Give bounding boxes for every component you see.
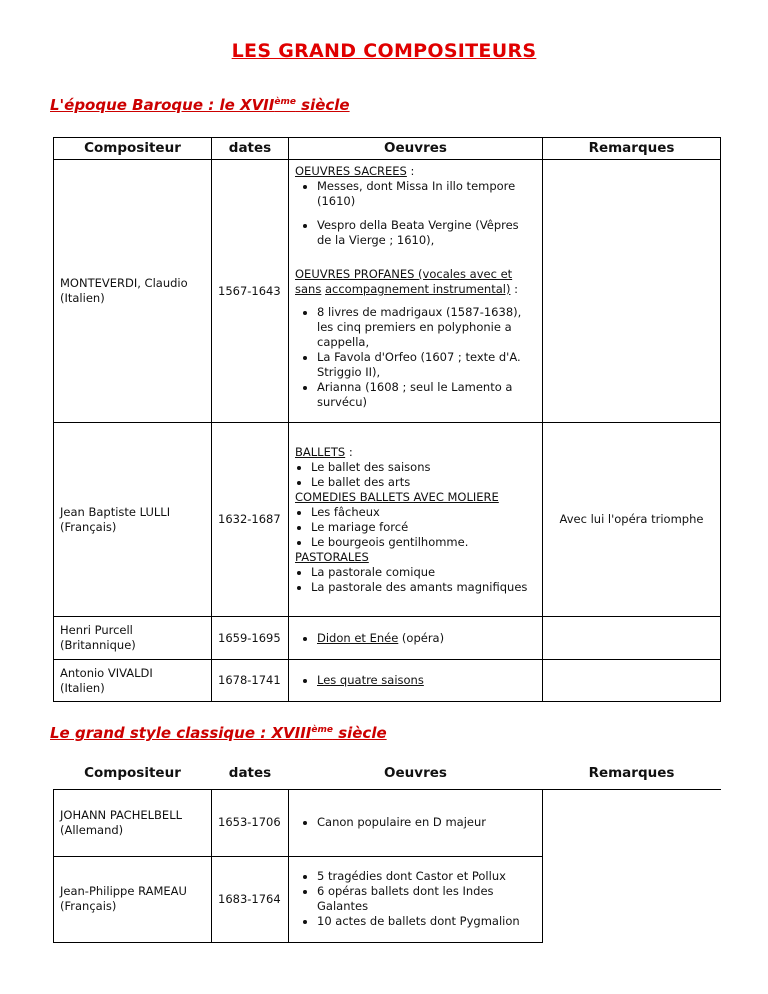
works-list <box>295 869 536 929</box>
works-cell <box>289 856 543 942</box>
classical-table <box>53 759 721 943</box>
composer-name: MONTEVERDI, Claudio <box>60 276 188 290</box>
list-item: • 6 opéras ballets dont les Indes Galantes <box>317 884 536 914</box>
composer-nationality: (Italien) <box>60 680 105 695</box>
composer-name: Jean Baptiste LULLI <box>60 504 171 519</box>
ballets-list <box>295 460 536 490</box>
list-item: • 10 actes de ballets dont Pygmalion <box>317 914 536 929</box>
composer-nationality: (Britannique) <box>60 638 136 652</box>
list-item: • Arianna (1608 ; seul le Lamento a survécu) <box>317 380 536 410</box>
dates-cell: 1632-1687 <box>212 423 289 617</box>
works-list <box>295 673 536 688</box>
works-list <box>295 631 536 646</box>
dates-cell: 1659-1695 <box>212 617 289 660</box>
list-item: • Le ballet des arts <box>311 475 536 490</box>
header-composer: Compositeur <box>54 138 212 160</box>
works-cell <box>289 789 543 856</box>
header-dates: dates <box>212 759 289 789</box>
ballets-heading: BALLETS : <box>295 444 353 459</box>
pastorales-list <box>295 565 536 595</box>
list-item: • Messes, dont Missa In illo tempore (1610) <box>317 179 536 209</box>
remarks-cell: Avec lui l'opéra triomphe <box>543 423 721 617</box>
list-item: • La Favola d'Orfeo (1607 ; texte d'A. Striggio II), <box>317 350 536 380</box>
remarks-cell <box>543 789 721 856</box>
list-item: • Le ballet des saisons <box>311 460 536 475</box>
section-title-baroque: L'époque Baroque : le XVIIème siècle <box>50 96 350 114</box>
pastorales-heading: PASTORALES <box>295 549 369 564</box>
header-works: Oeuvres <box>289 759 543 789</box>
header-composer: Compositeur <box>54 759 212 789</box>
list-item: • Canon populaire en D majeur <box>317 815 536 830</box>
profane-list <box>295 305 536 410</box>
list-item: • Le mariage forcé <box>311 520 536 535</box>
composer-name: Antonio VIVALDI <box>60 665 153 680</box>
list-item: • La pastorale des amants magnifiques <box>311 580 536 595</box>
page-title: LES GRAND COMPOSITEURS <box>231 40 537 62</box>
section-title-classical: Le grand style classique : XVIIIème siècle <box>50 724 387 742</box>
list-item: • Didon et Enée (opéra) <box>317 631 536 646</box>
list-item: • Vespro della Beata Vergine (Vêpres de la Vierge ; 1610), <box>317 218 536 248</box>
composer-name: Henri Purcell <box>60 623 133 637</box>
remarks-cell <box>543 617 721 660</box>
comedies-list <box>295 505 536 550</box>
comedies-heading: COMEDIES BALLETS AVEC MOLIERE <box>295 489 499 504</box>
composer-nationality: (Italien) <box>60 291 105 305</box>
dates-cell: 1683-1764 <box>212 856 289 942</box>
composer-name: JOHANN PACHELBELL <box>60 807 183 822</box>
profane-heading: OEUVRES PROFANES (vocales avec et sans accompagnement instrumental) : <box>295 267 518 296</box>
remarks-cell <box>543 856 721 942</box>
list-item: • Les fâcheux <box>311 505 536 520</box>
composer-nationality: (Français) <box>60 519 117 534</box>
table-header-row <box>54 138 721 160</box>
header-dates: dates <box>212 138 289 160</box>
table-row-pachelbell <box>54 789 721 856</box>
dates-cell: 1678-1741 <box>212 660 289 702</box>
composer-cell <box>54 423 212 617</box>
works-cell <box>289 423 543 617</box>
header-remarks: Remarques <box>543 759 721 789</box>
table-row-purcell <box>54 617 721 660</box>
list-item: • Le bourgeois gentilhomme. <box>311 535 536 550</box>
list-item: • Les quatre saisons <box>317 673 536 688</box>
works-list <box>295 815 536 830</box>
table-row-vivaldi <box>54 660 721 702</box>
composer-cell <box>54 160 212 423</box>
remarks-cell <box>543 160 721 423</box>
works-cell <box>289 660 543 702</box>
table-row-monteverdi <box>54 160 721 423</box>
table-row-rameau <box>54 856 721 942</box>
table-header-row <box>54 759 721 789</box>
works-cell <box>289 617 543 660</box>
composer-cell <box>54 617 212 660</box>
baroque-table <box>53 137 721 702</box>
composer-cell <box>54 789 212 856</box>
sacred-list <box>295 179 536 248</box>
works-cell <box>289 160 543 423</box>
header-works: Oeuvres <box>289 138 543 160</box>
composer-name: Jean-Philippe RAMEAU <box>60 884 187 898</box>
composer-cell <box>54 660 212 702</box>
table-row-lulli <box>54 423 721 617</box>
sacred-heading: OEUVRES SACREES : <box>295 164 415 178</box>
remarks-cell <box>543 660 721 702</box>
list-item: • 8 livres de madrigaux (1587-1638), les cinq premiers en polyphonie a cappella, <box>317 305 536 350</box>
composer-nationality: (Français) <box>60 899 117 913</box>
dates-cell: 1653-1706 <box>212 789 289 856</box>
list-item: • La pastorale comique <box>311 565 536 580</box>
composer-nationality: (Allemand) <box>60 822 124 837</box>
dates-cell: 1567-1643 <box>212 160 289 423</box>
composer-cell <box>54 856 212 942</box>
list-item: • 5 tragédies dont Castor et Pollux <box>317 869 536 884</box>
header-remarks: Remarques <box>543 138 721 160</box>
